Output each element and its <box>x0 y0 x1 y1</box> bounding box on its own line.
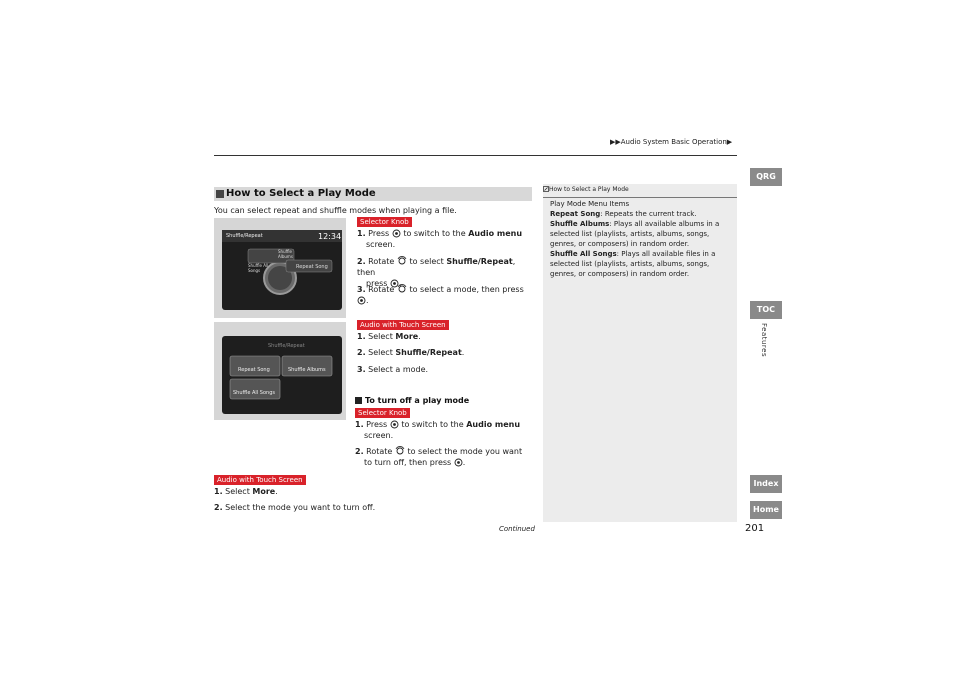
turnoff-heading <box>355 396 469 405</box>
rotate-knob-icon <box>397 256 407 266</box>
option-label-line: Albums <box>278 254 293 259</box>
step-text: Select <box>368 332 393 341</box>
step-number: 2. <box>214 503 223 512</box>
step-c2 <box>355 446 535 468</box>
step-number: 3. <box>357 285 366 294</box>
note-item-desc: : Repeats the current track. <box>600 210 697 218</box>
step-text: press <box>366 279 388 288</box>
note-item-shuffle-all-songs <box>550 249 732 279</box>
tab-home[interactable]: Home <box>750 501 782 519</box>
step-bold: Shuffle/Repeat <box>446 257 513 266</box>
step-c1 <box>355 419 535 441</box>
note-item-term: Repeat Song <box>550 210 601 218</box>
screenshot-touch-screen <box>214 322 346 420</box>
note-item-shuffle-albums <box>550 219 732 249</box>
screen2-shuffle-all-songs-button[interactable]: Shuffle All Songs <box>233 390 275 396</box>
breadcrumb[interactable]: ▶▶Audio System Basic Operation▶ <box>610 138 733 146</box>
tab-toc[interactable]: TOC <box>750 301 782 319</box>
tab-index[interactable]: Index <box>750 475 782 493</box>
press-knob-icon <box>392 229 401 238</box>
screen1-option-shuffle-albums[interactable] <box>278 249 293 259</box>
step-number: 2. <box>357 348 366 357</box>
step-text: to switch to the <box>403 229 466 238</box>
note-heading <box>543 186 629 193</box>
screen2-header: Shuffle/Repeat <box>268 343 305 349</box>
heading-square-icon <box>355 397 362 404</box>
note-item-desc: : Plays all available albums in a selected list (playlists, artists, albums, songs, genres, or composers) in random order. <box>550 220 720 248</box>
step-text: Select <box>368 348 393 357</box>
step-bold: Shuffle/Repeat <box>395 348 462 357</box>
step-text: screen. <box>366 240 396 249</box>
press-knob-icon <box>357 296 366 305</box>
tag-selector-knob-2: Selector Knob <box>355 408 410 418</box>
note-title: Play Mode Menu Items <box>550 200 630 208</box>
step-number: 2. <box>357 257 366 266</box>
page-number: 201 <box>745 523 765 534</box>
rotate-knob-icon <box>397 284 407 294</box>
step-text: Rotate <box>368 285 395 294</box>
press-knob-icon <box>390 420 399 429</box>
section-intro: You can select repeat and shuffle modes when playing a file. <box>214 206 457 215</box>
note-heading-text: How to Select a Play Mode <box>549 186 629 193</box>
option-label-line: Shuffle <box>278 249 292 254</box>
step-d1 <box>214 486 278 497</box>
note-item-repeat-song <box>550 209 732 219</box>
step-b2 <box>357 347 464 358</box>
screen2-shuffle-albums-button[interactable]: Shuffle Albums <box>288 367 326 373</box>
step-a1 <box>357 228 535 250</box>
step-text: . <box>462 458 466 467</box>
step-text: screen. <box>364 431 394 440</box>
continued-label: Continued <box>499 525 535 533</box>
step-text: . <box>399 279 402 288</box>
step-text: Select the mode you want to turn off. <box>225 503 376 512</box>
step-text: . <box>418 332 421 341</box>
screen1-option-shuffle-all-songs[interactable] <box>248 263 268 273</box>
tab-qrg[interactable]: QRG <box>750 168 782 186</box>
step-text: to select a mode, then press <box>409 285 524 294</box>
section-title: How to Select a Play Mode <box>226 188 376 199</box>
step-number: 3. <box>357 365 366 374</box>
step-number: 1. <box>357 229 366 238</box>
screen1-clock: 12:34 <box>318 232 342 241</box>
step-text: to turn off, then press <box>364 458 452 467</box>
screen1-title: Shuffle/Repeat <box>226 233 263 239</box>
step-text: to select <box>409 257 444 266</box>
step-text: . <box>366 296 369 305</box>
step-a3 <box>357 284 535 306</box>
step-number: 2. <box>355 447 364 456</box>
step-d2 <box>214 502 375 513</box>
rotate-knob-icon <box>395 446 405 456</box>
turnoff-title: To turn off a play mode <box>365 396 470 405</box>
note-item-term: Shuffle All Songs <box>550 250 617 258</box>
step-text: Rotate <box>368 257 395 266</box>
step-bold: Audio menu <box>468 229 523 238</box>
step-b3 <box>357 364 428 375</box>
step-text: . <box>275 487 278 496</box>
step-text: Press <box>366 420 388 429</box>
option-label-line: Songs <box>248 268 261 273</box>
step-number: 1. <box>214 487 223 496</box>
press-knob-icon <box>454 458 463 467</box>
screen2-repeat-song-button[interactable]: Repeat Song <box>238 367 270 373</box>
step-bold: More <box>252 487 276 496</box>
step-bold: More <box>395 332 419 341</box>
step-text: . <box>461 348 465 357</box>
step-b1 <box>357 331 421 342</box>
touch-screen-image <box>214 322 346 420</box>
step-text: , then <box>357 257 516 277</box>
step-text: to switch to the <box>401 420 464 429</box>
step-text: Select a mode. <box>368 365 429 374</box>
step-number: 1. <box>357 332 366 341</box>
tag-touch-screen-2: Audio with Touch Screen <box>214 475 306 485</box>
step-number: 1. <box>355 420 364 429</box>
step-text: Press <box>368 229 390 238</box>
heading-square-icon <box>216 190 224 198</box>
step-bold: Audio menu <box>466 420 521 429</box>
tag-selector-knob: Selector Knob <box>357 217 412 227</box>
features-label: Features <box>760 323 768 358</box>
step-text: to select the mode you want <box>407 447 523 456</box>
note-body <box>550 199 732 279</box>
header-rule <box>214 155 737 156</box>
step-text: Rotate <box>366 447 393 456</box>
note-item-term: Shuffle Albums <box>550 220 610 228</box>
screenshot-selector-knob <box>214 218 346 318</box>
screen1-option-repeat-song[interactable]: Repeat Song <box>296 264 328 270</box>
tag-touch-screen: Audio with Touch Screen <box>357 320 449 330</box>
option-label-line: Shuffle All <box>248 263 269 268</box>
note-rule <box>543 197 737 198</box>
note-item-desc: : Plays all available files in a selected list (playlists, artists, albums, songs, genres, or composers) in random order. <box>550 250 716 278</box>
step-text: Select <box>225 487 250 496</box>
